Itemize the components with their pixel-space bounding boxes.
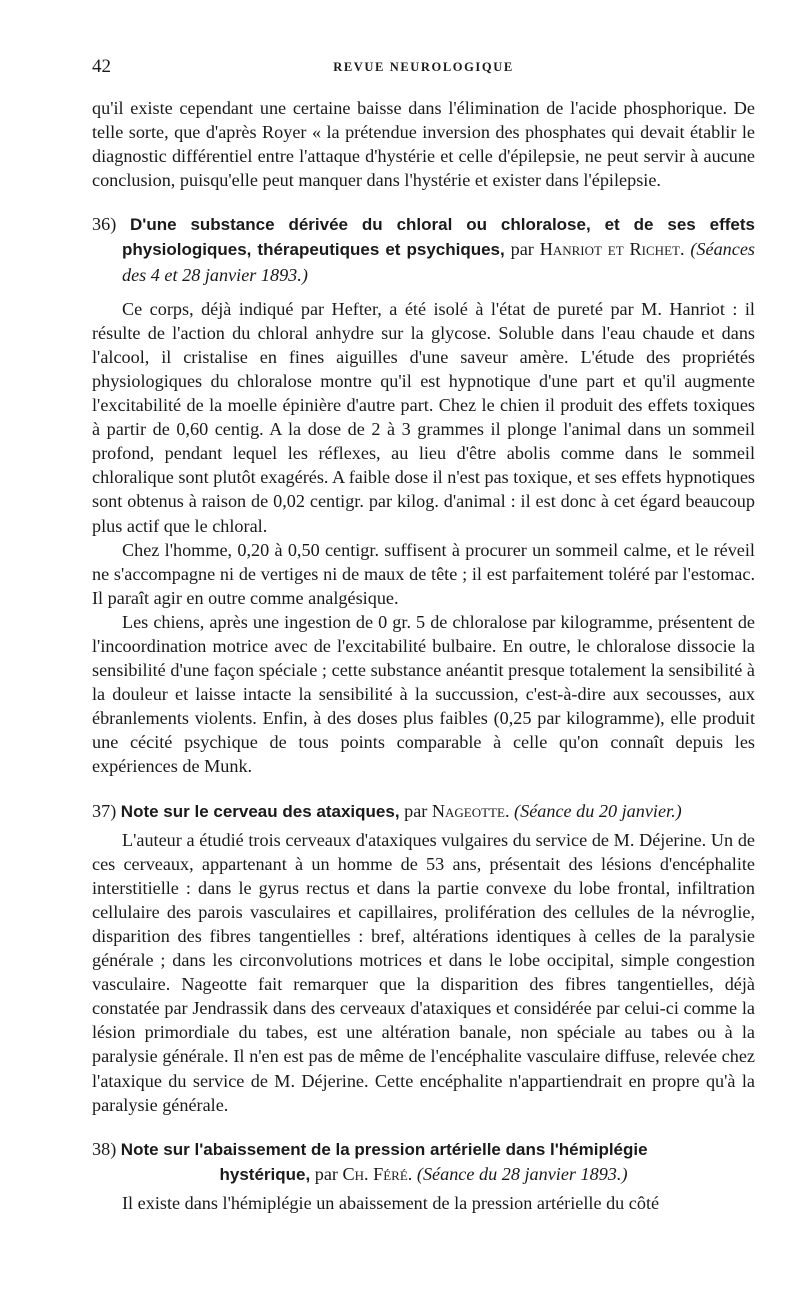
paragraph: Chez l'homme, 0,20 à 0,50 centigr. suffisent à procurer un sommeil calme, et le réveil ne s'accompagne ni de vertiges ni de maux de tête ; il est parfaitement toléré par l'estomac. Il paraît agir en outre comme analgésique.: [92, 539, 755, 608]
section-authors: Nageotte.: [431, 800, 510, 821]
section-number: 37): [92, 800, 117, 821]
section-number: 36): [92, 214, 117, 235]
session-reference: (Séances des 4 et 28 janvier 1893.): [122, 239, 755, 285]
section-title: Note sur l'abaissement de la pression artérielle dans l'hémiplégie: [120, 1139, 648, 1159]
continuation-paragraph: qu'il existe cependant une certaine baisse dans l'élimination de l'acide phosphorique. De telle sorte, que d'après Royer « la prétendue inversion des phosphates qui devait établir le diagnostic différentiel entre l'attaque d'hystérie et celle d'épilepsie, ne peut servir à aucune conclusion, puisqu'elle peut manquer dans l'hystérie et exister dans l'épilepsie.: [92, 98, 755, 191]
page-header: [92, 56, 755, 86]
section-authors: Ch. Féré.: [342, 1163, 413, 1184]
page-number: 42: [92, 56, 111, 77]
section-38-heading-line2: [92, 1162, 755, 1187]
by-word: par: [314, 1163, 338, 1184]
by-word: par: [510, 239, 534, 260]
section-38: [92, 1137, 755, 1215]
section-title: D'une substance dérivée du chloral ou chloralose, et de ses effets physiologiques, thérapeutiques et psychiques,: [122, 215, 756, 260]
running-title: REVUE NEUROLOGIQUE: [333, 60, 514, 74]
section-title: Note sur le cerveau des ataxiques,: [120, 801, 400, 821]
section-authors: Hanriot et Richet.: [539, 239, 685, 260]
by-word: par: [404, 800, 428, 821]
body-text: [92, 96, 755, 1215]
paragraph: Les chiens, après une ingestion de 0 gr. 5 de chloralose par kilogramme, présentent de l'incoordination motrice avec de l'excitabilité bulbaire. En outre, le chloralose dissocie la sensibilité d'une façon spéciale ; cette substance anéantit presque totalement la sensibilité à la douleur et laisse intacte la sensibilité à la succussion, c'est-à-dire aux secousses, aux ébranlements violents. Enfin, à des doses plus faibles (0,25 par kilogramme), elle produit une cécité psychique de tous points comparable à celle qu'on connaît depuis les expériences de Munk.: [92, 611, 755, 777]
session-reference: (Séance du 28 janvier 1893.): [416, 1163, 628, 1184]
section-title-continuation: hystérique,: [219, 1164, 311, 1184]
section-38-heading: [92, 1137, 755, 1162]
paragraph: Il existe dans l'hémiplégie un abaissement de la pression artérielle du côté: [122, 1192, 660, 1213]
session-reference: (Séance du 20 janvier.): [514, 800, 682, 821]
paragraph: Ce corps, déjà indiqué par Hefter, a été isolé à l'état de pureté par M. Hanriot : il résulte de l'action du chloral anhydre sur la glycose. Soluble dans l'eau chaude et dans l'alcool, il cristalise en fines aiguilles d'une saveur amère. L'étude des propriétés physiologiques du chloralose montre qu'il est hypnotique d'une part et qu'il augmente l'excitabilité de la moelle épinière d'autre part. Chez le chien il produit des effets toxiques à partir de 0,60 centig. A la dose de 2 à 3 grammes il plonge l'animal dans un sommeil profond, pendant lequel les réflexes, au lieu d'être abolis comme dans le sommeil chloralique sont plutôt exagérés. A faible dose il n'est pas toxique, et ses effets hypnotiques sont obtenus à raison de 0,02 centigr. par kilog. d'animal : il est donc à cet égard beaucoup plus actif que le chloral.: [92, 298, 755, 536]
section-36-heading: [92, 212, 755, 286]
section-37: [92, 799, 755, 1117]
paragraph: L'auteur a étudié trois cerveaux d'ataxiques vulgaires du service de M. Déjerine. Un de ces cerveaux, appartenant à un homme de 53 ans, présentait des lésions d'encéphalite interstitielle : dans le gyrus rectus et dans la partie convexe du lobe frontal, infiltration cellulaire des parois vasculaires et capillaires, prolifération des cellules de la névroglie, disparition des fibres tangentielles : bref, altérations identiques à celles de la paralysie générale ; dans les circonvolutions motrices et dans le lobe occipital, simple congestion vasculaire. Nageotte fait remarquer que la disparition des fibres tangentielles, déjà constatée par Jendrassik dans des cerveaux d'ataxiques et considérée par celui-ci comme la lésion primordiale du tabes, est une altération banale, non spéciale au tabes ou à la paralysie générale. Il n'en est pas de même de l'encéphalite vasculaire diffuse, relevée chez l'ataxique du service de M. Déjerine. Cette encéphalite n'appartiendrait en propre qu'à la paralysie générale.: [92, 829, 755, 1115]
section-37-heading: [92, 799, 755, 824]
section-number: 38): [92, 1138, 117, 1159]
section-36: [92, 212, 755, 778]
